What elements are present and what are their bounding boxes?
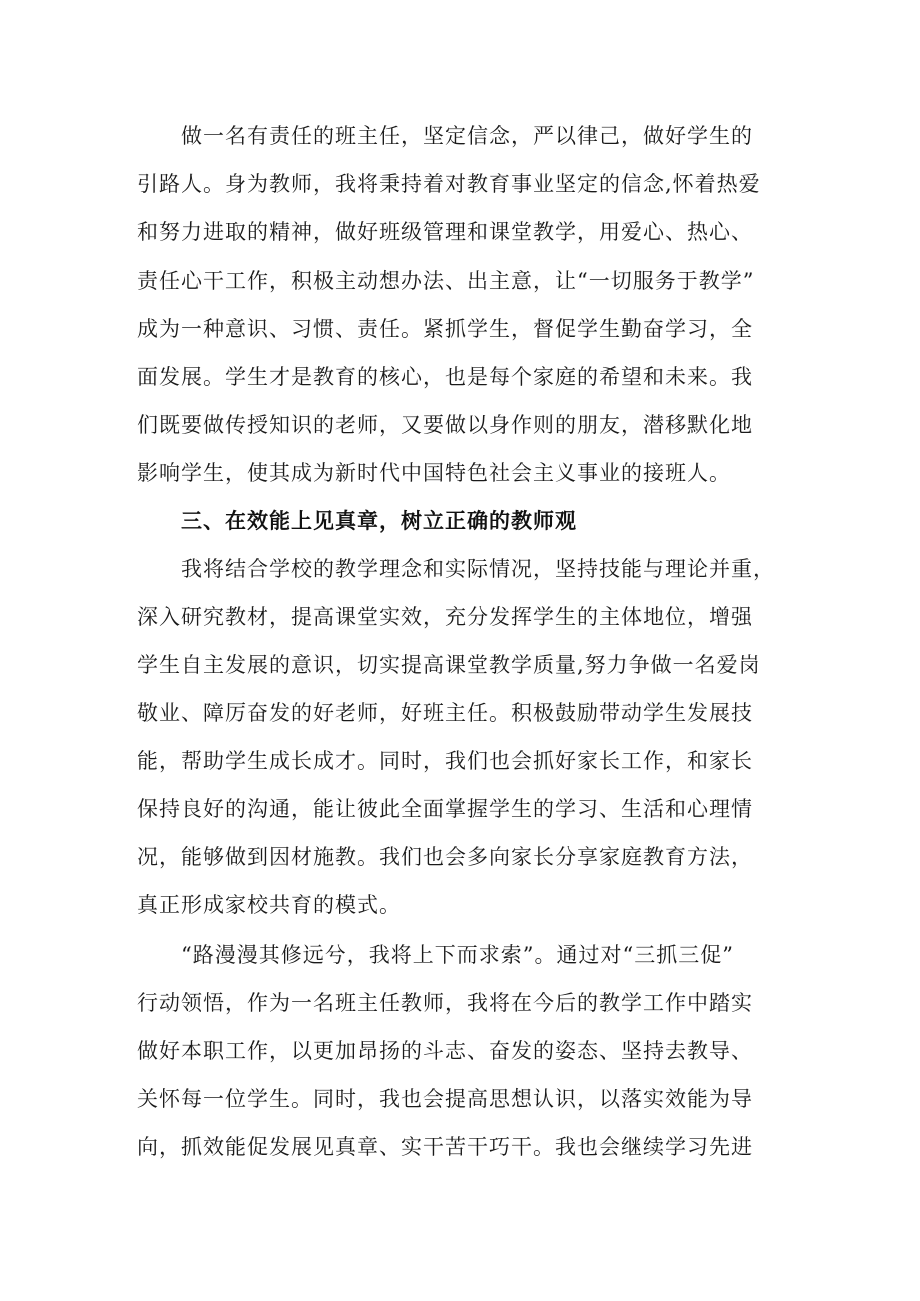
paragraph-2-line-5: 能，帮助学生成长成才。同时，我们也会抓好家长工作，和家长	[137, 749, 753, 773]
paragraph-3-line-1: “路漫漫其修远兮，我将上下而求索”。通过对“三抓三促”	[137, 943, 734, 967]
paragraph-1-line-3: 和努力进取的精神，做好班级管理和课堂教学，用爱心、热心、	[137, 220, 753, 244]
paragraph-3-line-3: 做好本职工作，以更加昂扬的斗志、奋发的姿态、坚持去教导、	[137, 1039, 753, 1063]
paragraph-1-line-4: 责任心干工作，积极主动想办法、出主意，让“一切服务于教学”	[137, 269, 755, 293]
paragraph-3-line-5: 向，抓效能促发展见真章、实干苦干巧干。我也会继续学习先进	[137, 1135, 753, 1159]
section-heading-3: 三、在效能上见真章，树立正确的教师观	[137, 509, 577, 533]
paragraph-1-line-5: 成为一种意识、习惯、责任。紧抓学生，督促学生勤奋学习，全	[137, 317, 753, 341]
paragraph-2-line-6: 保持良好的沟通，能让彼此全面掌握学生的学习、生活和心理情	[137, 797, 753, 821]
paragraph-1-line-1: 做一名有责任的班主任，坚定信念，严以律己，做好学生的	[137, 124, 753, 148]
paragraph-1-line-7: 们既要做传授知识的老师，又要做以身作则的朋友，潜移默化地	[137, 413, 753, 437]
paragraph-1-line-6: 面发展。学生才是教育的核心，也是每个家庭的希望和未来。我	[137, 365, 753, 389]
paragraph-2-line-8: 真正形成家校共育的模式。	[137, 893, 401, 917]
paragraph-2-line-7: 况，能够做到因材施教。我们也会多向家长分享家庭教育方法，	[137, 845, 753, 869]
paragraph-2-line-2: 深入研究教材，提高课堂实效，充分发挥学生的主体地位，增强	[137, 605, 753, 629]
paragraph-3-line-4: 关怀每一位学生。同时，我也会提高思想认识，以落实效能为导	[137, 1087, 753, 1111]
paragraph-2-line-4: 敬业、障厉奋发的好老师，好班主任。积极鼓励带动学生发展技	[137, 701, 753, 725]
paragraph-1-line-2: 引路人。身为教师，我将秉持着对教育事业坚定的信念,怀着热爱	[137, 172, 761, 196]
paragraph-1-line-8: 影响学生，使其成为新时代中国特色社会主义事业的接班人。	[137, 461, 731, 485]
paragraph-2-line-1: 我将结合学校的教学理念和实际情况，坚持技能与理论并重，	[137, 557, 775, 581]
paragraph-2-line-3: 学生自主发展的意识，切实提高课堂教学质量,努力争做一名爱岗	[137, 653, 761, 677]
paragraph-3-line-2: 行动领悟，作为一名班主任教师，我将在今后的教学工作中踏实	[137, 991, 753, 1015]
